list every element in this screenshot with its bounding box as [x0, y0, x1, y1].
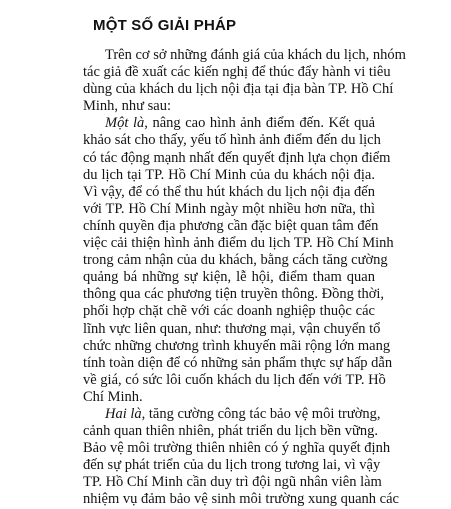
text-line: trong cảm nhận của du khách, bằng cách tăng cường	[83, 252, 388, 269]
text-line	[83, 115, 375, 132]
text-line: Trên cơ sở những đánh giá của khách du lịch, nhóm	[105, 47, 406, 63]
text-line: tính toàn diện để có những sản phẩm thực sự hấp dẫn	[83, 354, 393, 371]
text-line: chính quyền địa phương cần đặc biệt quan tâm đến	[83, 217, 379, 234]
text-line: về giá, có sức lôi cuốn khách du lịch đến với TP. Hồ	[83, 371, 386, 388]
text-line: TP. Hồ Chí Minh cần duy trì đội ngũ nhân viên làm	[83, 474, 382, 491]
solution-two-lead: Hai là	[105, 405, 142, 422]
text-line: thông qua các phương tiện truyền thông. Đồng thời,	[83, 286, 385, 303]
solution-one-first-line: , nâng cao hình ảnh điểm đến. Kết quả	[144, 115, 376, 132]
text-line: khảo sát cho thấy, yếu tố hình ảnh điểm đến du lịch	[83, 132, 381, 149]
text-line: lĩnh vực liên quan, như: thương mại, vận chuyển tổ	[83, 320, 381, 337]
text-line: Minh, như sau:	[83, 98, 172, 115]
text-line: quảng bá những sự kiện, lễ hội, điểm tham quan	[83, 269, 375, 286]
text-line: Chí Minh.	[83, 388, 143, 405]
text-line: đến sự phát triển của du lịch trong tương lai, vì vậy	[83, 457, 381, 474]
solution-two-paragraph	[83, 405, 399, 509]
solution-one-lead: Một là	[105, 115, 145, 132]
text-line: tác giả đề xuất các kiến nghị để thúc đẩy hành vi tiêu	[83, 64, 391, 81]
text-line: Bảo vệ môi trường thiên nhiên có ý nghĩa quyết định	[83, 440, 391, 457]
text-line: việc cải thiện hình ảnh điểm du lịch TP. Hồ Chí Minh	[83, 235, 394, 252]
text-line: với TP. Hồ Chí Minh ngày một nhiều hơn nữa, thì	[83, 200, 375, 217]
section-heading: MỘT SỐ GIẢI PHÁP	[93, 17, 237, 34]
solution-one-paragraph	[83, 115, 394, 406]
text-line: nhiệm vụ đảm bảo vệ sinh môi trường xung quanh các	[83, 491, 399, 508]
text-line	[83, 405, 381, 423]
text-line: phối hợp chặt chẽ với các doanh nghiệp thuộc các	[83, 303, 375, 320]
text-line: có tác động mạnh nhất đến quyết định lựa chọn điểm	[83, 149, 391, 166]
text-line: chức những chương trình khuyến mãi rộng lớn mang	[83, 337, 391, 354]
intro-paragraph	[83, 47, 406, 115]
body-text	[83, 47, 406, 509]
text-line: Vì vậy, để có thể thu hút khách du lịch nội địa đến	[83, 183, 375, 200]
text-line: cảnh quan thiên nhiên, phát triển du lịch bền vững.	[83, 423, 378, 440]
text-line: dùng của khách du lịch nội địa tại địa bàn TP. Hồ Chí	[83, 81, 394, 98]
solution-two-first-line: , tăng cường công tác bảo vệ môi trường,	[141, 405, 381, 422]
text-line: du lịch tại TP. Hồ Chí Minh của du khách nội địa.	[83, 166, 375, 183]
